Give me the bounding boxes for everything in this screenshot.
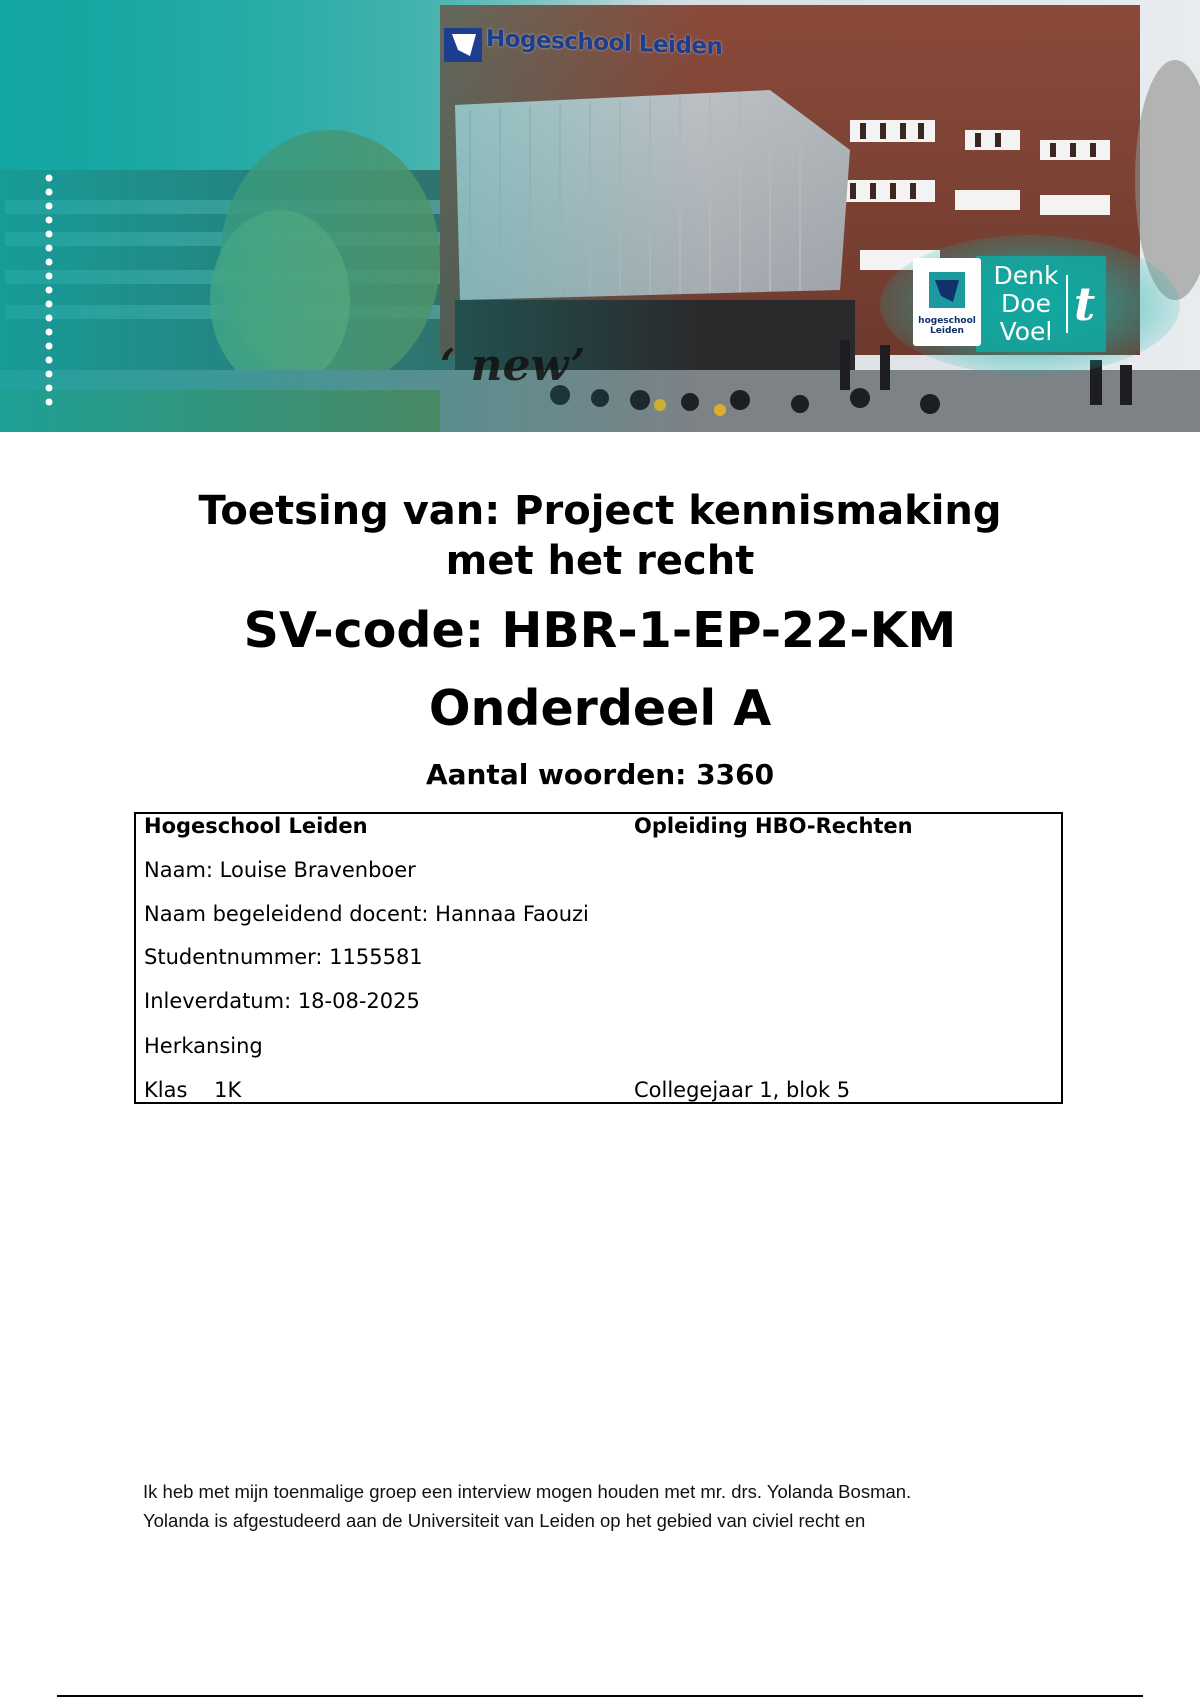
slogan-word-denk: Denk xyxy=(993,261,1059,290)
title-line-2: met het recht xyxy=(445,538,755,584)
class: Klas 1K xyxy=(144,1078,242,1102)
hogeschool-logo xyxy=(913,258,981,346)
overlay-text-fragment: ‘ new’ xyxy=(440,340,586,391)
academic-period: Collegejaar 1, blok 5 xyxy=(634,1078,851,1102)
student-number: Studentnummer: 1155581 xyxy=(144,945,423,969)
assessment-type: Herkansing xyxy=(144,1034,263,1058)
logo-text: hogeschool Leiden xyxy=(918,316,976,336)
cover-photo xyxy=(0,0,1200,432)
submission-date: Inleverdatum: 18-08-2025 xyxy=(144,989,420,1013)
institution: Hogeschool Leiden xyxy=(144,814,368,838)
programme: Opleiding HBO-Rechten xyxy=(634,814,913,838)
title-line-1: Toetsing van: Project kennismaking xyxy=(198,488,1002,534)
cover-photo-graphic xyxy=(0,0,1200,432)
supervisor-name: Naam begeleidend docent: Hannaa Faouzi xyxy=(144,902,589,926)
bird-logo-icon xyxy=(927,270,967,310)
body-line-2: Yolanda is afgestudeerd aan de Universiteit van Leiden op het gebied van civiel recht en xyxy=(143,1510,866,1531)
part-label: Onderdeel A xyxy=(428,680,772,737)
body-line-1: Ik heb met mijn toenmalige groep een interview mogen houden met mr. drs. Yolanda Bosman. xyxy=(143,1481,912,1502)
sv-code: SV-code: HBR-1-EP-22-KM xyxy=(243,602,957,659)
slogan-word-voel: Voel xyxy=(999,317,1053,346)
building-sign: Hogeschool Leiden xyxy=(486,25,723,61)
student-name: Naam: Louise Bravenboer xyxy=(144,858,416,882)
slogan-word-doe: Doe xyxy=(1001,289,1051,318)
bottom-divider xyxy=(57,1695,1143,1697)
slogan-mark: t xyxy=(1066,275,1095,333)
document-title xyxy=(0,486,1200,586)
word-count: Aantal woorden: 3360 xyxy=(425,758,775,791)
promo-slogan-panel xyxy=(986,258,1096,350)
student-info-table xyxy=(134,812,1063,1104)
body-paragraph xyxy=(143,1477,1043,1535)
